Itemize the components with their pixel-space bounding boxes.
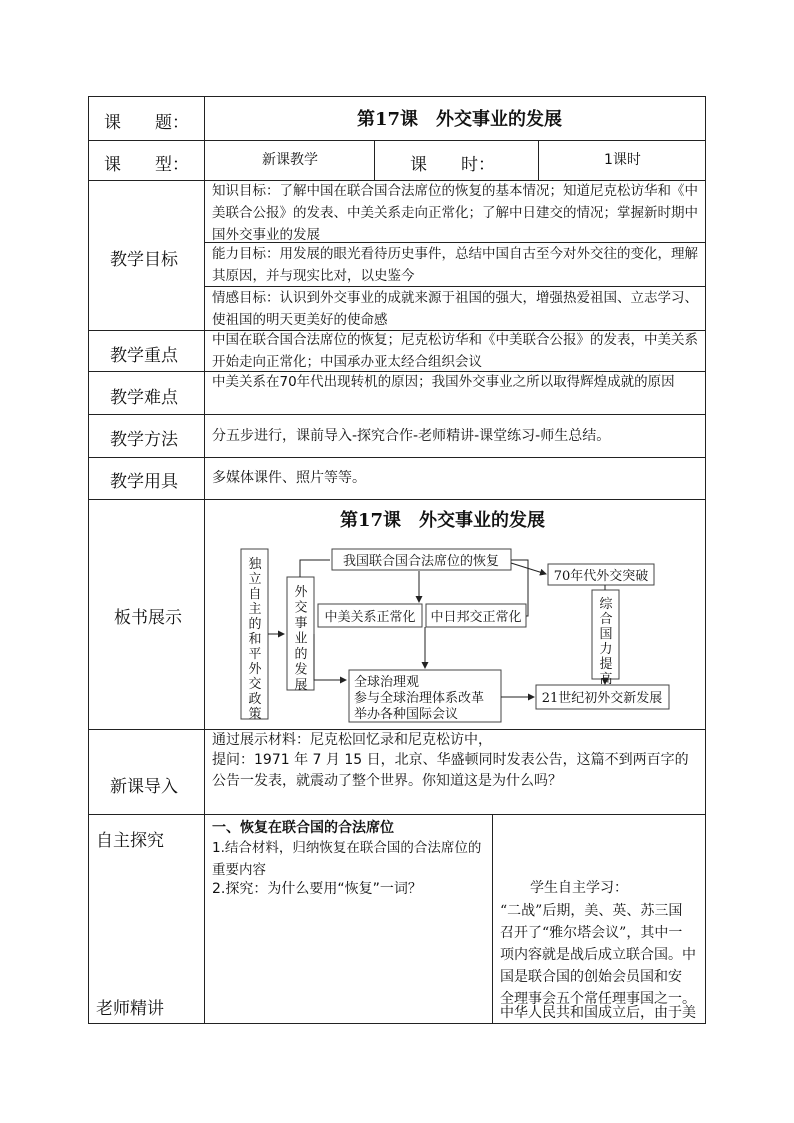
explore-label: 自主探究 — [96, 831, 164, 851]
explore-item-2: 2.探究：为什么要用“恢复”一词？ — [212, 881, 422, 897]
intro-line-2: 提问：1971 年 7 月 15 日，北京、华盛顿同时发表公告，这篇不到两百字的 — [212, 752, 689, 768]
side-line-6: 中华人民共和国成立后，由于美 — [500, 1005, 696, 1021]
key-points-label: 教学重点 — [110, 346, 178, 366]
box-diplomacy-dev — [287, 577, 314, 690]
side-line-1: “二战”后期，美、英、苏三国 — [500, 903, 683, 919]
methods-label: 教学方法 — [110, 430, 178, 450]
board-governance-2: 参与全球治理体系改革 — [354, 691, 485, 706]
knowledge-goal: 知识目标：了解中国在联合国合法席位的恢复的基本情况；知道尼克松访华和《中美联合公报》的发表、中美关系走向正常化；了解中日建交的情况；掌握新时期中国外交事业的发展 — [212, 183, 698, 243]
box-sino-jp — [426, 604, 526, 627]
key-points-text: 中国在联合国合法席位的恢复；尼克松访华和《中美联合公报》的发表，中美关系开始走向正常化；中国承办亚太经合组织会议 — [212, 332, 698, 370]
box-sino-us — [318, 604, 422, 627]
explore-item-1: 1.结合材料，归纳恢复在联合国的合法席位的重要内容 — [212, 840, 482, 878]
ability-goal: 能力目标：用发展的眼光看待历史事件，总结中国自古至今对外交往的变化，理解其原因，并与现实比对，以史鉴今 — [212, 246, 698, 284]
lesson-title: 第17课 外交事业的发展 — [357, 109, 563, 130]
side-title: 学生自主学习： — [530, 880, 628, 896]
hours-value: 1课时 — [604, 152, 641, 168]
intro-line-1: 通过展示材料：尼克松回忆录和尼克松访中， — [212, 732, 492, 748]
board-sino-jp: 中日邦交正常化 — [430, 610, 522, 625]
hours-label: 课 时： — [410, 155, 495, 175]
difficulties-text: 中美关系在70年代出现转机的原因；我国外交事业之所以取得辉煌成就的原因 — [212, 374, 675, 390]
box-new-century — [536, 685, 669, 709]
difficulties-label: 教学难点 — [110, 388, 178, 408]
box-national-power — [592, 590, 619, 679]
tools-text: 多媒体课件、照片等等。 — [212, 470, 366, 486]
board-mid-col: 外交事业的发展 — [294, 585, 308, 693]
board-breakthrough: 70年代外交突破 — [553, 569, 649, 584]
board-left-col: 独立自主的和平外交政策 — [248, 557, 262, 722]
teacher-label: 老师精讲 — [96, 999, 164, 1019]
board-label: 板书展示 — [114, 608, 182, 628]
board-sino-us: 中美关系正常化 — [324, 610, 416, 625]
board-governance-1: 全球治理观 — [354, 675, 420, 690]
box-governance — [349, 670, 501, 722]
type-label: 课 型： — [104, 155, 189, 175]
emotion-goal: 情感目标：认识到外交事业的成就来源于祖国的强大，增强热爱祖国、立志学习、使祖国的明天更美好的使命感 — [212, 290, 698, 328]
methods-text: 分五步进行，课前导入-探究合作-老师精讲-课堂练习-师生总结。 — [212, 428, 611, 444]
box-un-seat — [332, 549, 511, 570]
tools-label: 教学用具 — [110, 472, 178, 492]
board-un-seat: 我国联合国合法席位的恢复 — [342, 554, 500, 569]
board-governance-3: 举办各种国际会议 — [354, 707, 459, 722]
explore-heading: 一、恢复在联合国的合法席位 — [212, 820, 394, 836]
goals-label: 教学目标 — [110, 250, 178, 270]
side-line-5: 全理事会五个常任理事国之一。 — [500, 991, 696, 1007]
board-new-century: 21世纪初外交新发展 — [541, 691, 663, 706]
box-breakthrough — [548, 564, 654, 585]
side-line-3: 项内容就是战后成立联合国。中 — [500, 947, 696, 963]
intro-line-3: 公告一发表，就震动了整个世界。你知道这是为什么吗？ — [212, 773, 562, 789]
topic-label: 课 题： — [104, 113, 189, 133]
box-left-policy — [241, 549, 268, 719]
side-line-2: 召开了“雅尔塔会议”，其中一 — [500, 925, 683, 941]
board-title: 第17课 外交事业的发展 — [340, 510, 546, 531]
side-line-4: 国是联合国的创始会员国和安 — [500, 969, 682, 985]
intro-label: 新课导入 — [110, 777, 178, 797]
type-value: 新课教学 — [262, 152, 318, 168]
board-national-power: 综合国力提高 — [599, 597, 613, 687]
